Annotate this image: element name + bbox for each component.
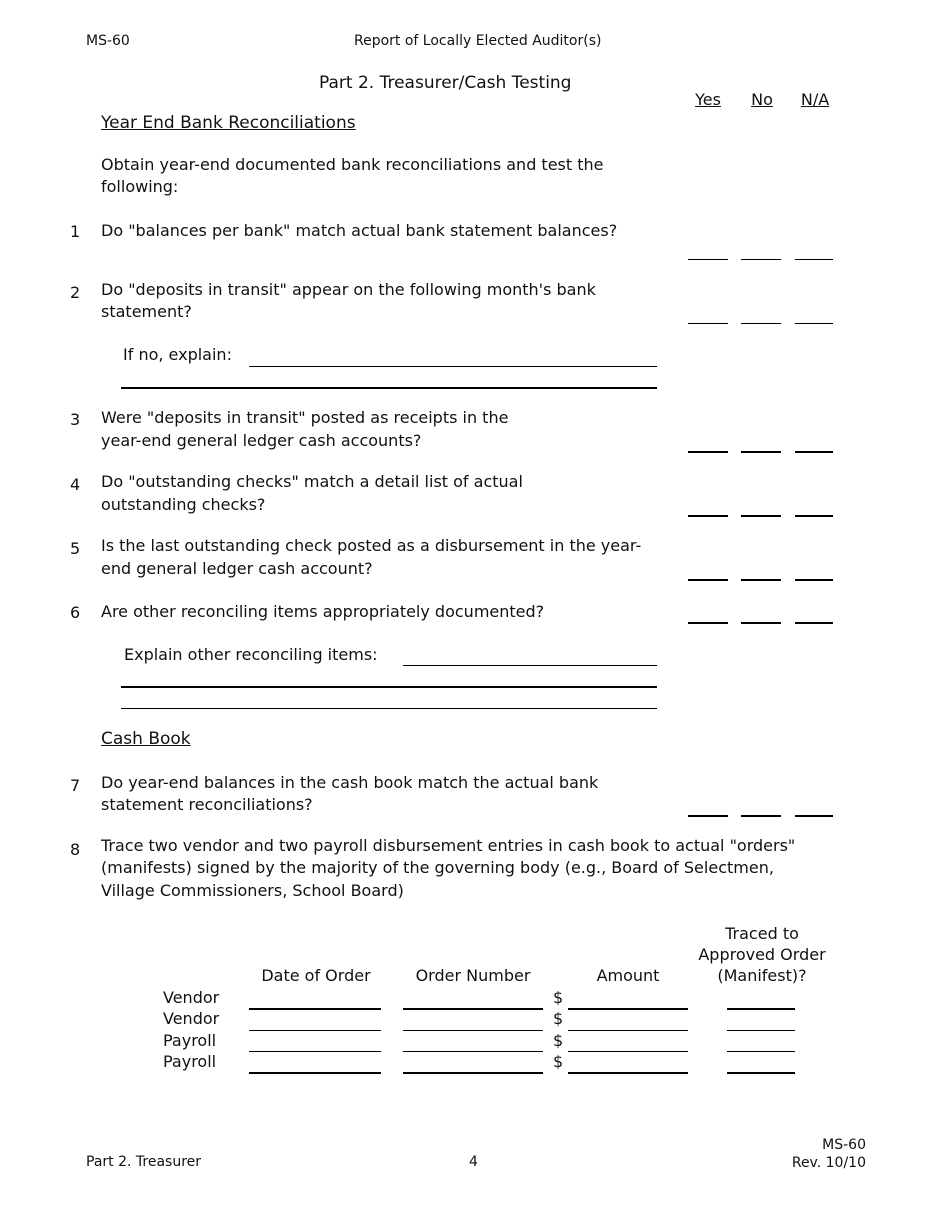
- na-answer-blank[interactable]: [795, 323, 833, 324]
- explain-field-line[interactable]: [121, 708, 657, 709]
- if-no-explain-label: If no, explain:: [123, 345, 232, 364]
- no-answer-blank[interactable]: [741, 259, 781, 260]
- question-text: Do "deposits in transit" appear on the following month's bank: [101, 280, 596, 299]
- form-id: MS-60: [86, 33, 130, 49]
- no-answer-blank[interactable]: [741, 323, 781, 324]
- na-answer-blank[interactable]: [795, 451, 833, 453]
- order-number-field[interactable]: [403, 1051, 543, 1052]
- dollar-sign: $: [553, 1031, 564, 1050]
- date-of-order-field[interactable]: [249, 1051, 381, 1052]
- page-title: Part 2. Treasurer/Cash Testing: [319, 73, 572, 93]
- question-text-continued: year-end general ledger cash accounts?: [101, 431, 422, 450]
- question-text-continued: Village Commissioners, School Board): [101, 881, 404, 900]
- amount-field[interactable]: [568, 1030, 688, 1031]
- question-number: 2: [70, 283, 81, 302]
- question-text: Is the last outstanding check posted as a disbursement in the year-: [101, 536, 642, 555]
- yes-answer-blank[interactable]: [688, 815, 728, 817]
- question-text-continued: (manifests) signed by the majority of the governing body (e.g., Board of Selectmen,: [101, 858, 774, 877]
- traced-field[interactable]: [727, 1072, 795, 1074]
- section-intro-line1: Obtain year-end documented bank reconciliations and test the: [101, 155, 604, 174]
- row-label: Vendor: [163, 988, 220, 1007]
- question-text: Were "deposits in transit" posted as receipts in the: [101, 408, 509, 427]
- order-number-field[interactable]: [403, 1072, 543, 1074]
- footer-form-id: MS-60: [822, 1137, 866, 1153]
- yes-answer-blank[interactable]: [688, 622, 728, 624]
- no-answer-blank[interactable]: [741, 622, 781, 624]
- yes-answer-blank[interactable]: [688, 259, 728, 260]
- row-label: Payroll: [163, 1031, 217, 1050]
- order-number-field[interactable]: [403, 1030, 543, 1031]
- footer-section-label: Part 2. Treasurer: [86, 1154, 202, 1170]
- dollar-sign: $: [553, 1009, 564, 1028]
- question-number: 8: [70, 840, 81, 859]
- explain-field-line[interactable]: [121, 387, 657, 389]
- report-title: Report of Locally Elected Auditor(s): [354, 33, 602, 49]
- question-text: Do "balances per bank" match actual bank statement balances?: [101, 221, 618, 240]
- traced-field[interactable]: [727, 1008, 795, 1010]
- traced-header-line3: (Manifest)?: [717, 966, 807, 985]
- question-text: Trace two vendor and two payroll disbursement entries in cash book to actual "orders": [101, 836, 796, 855]
- question-text: Do "outstanding checks" match a detail list of actual: [101, 472, 523, 491]
- question-number: 6: [70, 603, 81, 622]
- no-answer-blank[interactable]: [741, 815, 781, 817]
- no-answer-blank[interactable]: [741, 579, 781, 581]
- yes-answer-blank[interactable]: [688, 323, 728, 324]
- page-number: 4: [469, 1154, 478, 1170]
- yes-answer-blank[interactable]: [688, 451, 728, 453]
- no-answer-blank[interactable]: [741, 515, 781, 517]
- dollar-sign: $: [553, 988, 564, 1007]
- traced-field[interactable]: [727, 1030, 795, 1031]
- question-text: Are other reconciling items appropriately documented?: [101, 602, 545, 621]
- no-column-header: No: [751, 90, 773, 109]
- amount-header: Amount: [596, 966, 660, 985]
- yes-answer-blank[interactable]: [688, 515, 728, 517]
- question-number: 5: [70, 539, 81, 558]
- section-heading-bank-reconciliations: Year End Bank Reconciliations: [101, 113, 356, 133]
- date-of-order-field[interactable]: [249, 1030, 381, 1031]
- na-answer-blank[interactable]: [795, 579, 833, 581]
- yes-answer-blank[interactable]: [688, 579, 728, 581]
- question-text-continued: outstanding checks?: [101, 495, 266, 514]
- row-label: Vendor: [163, 1009, 220, 1028]
- question-number: 3: [70, 410, 81, 429]
- question-text-continued: statement?: [101, 302, 192, 321]
- question-text-continued: statement reconciliations?: [101, 795, 313, 814]
- row-label: Payroll: [163, 1052, 217, 1071]
- order-number-header: Order Number: [415, 966, 531, 985]
- na-answer-blank[interactable]: [795, 815, 833, 817]
- na-answer-blank[interactable]: [795, 622, 833, 624]
- na-answer-blank[interactable]: [795, 259, 833, 260]
- date-of-order-field[interactable]: [249, 1072, 381, 1074]
- traced-header-line1: Traced to: [725, 924, 799, 943]
- section-heading-cash-book: Cash Book: [101, 729, 191, 749]
- question-number: 7: [70, 776, 81, 795]
- footer-revision: Rev. 10/10: [791, 1155, 866, 1171]
- date-of-order-header: Date of Order: [261, 966, 371, 985]
- amount-field[interactable]: [568, 1072, 688, 1074]
- amount-field[interactable]: [568, 1051, 688, 1052]
- explain-field-line[interactable]: [403, 665, 657, 666]
- traced-field[interactable]: [727, 1051, 795, 1052]
- question-number: 1: [70, 222, 81, 241]
- amount-field[interactable]: [568, 1008, 688, 1010]
- order-number-field[interactable]: [403, 1008, 543, 1010]
- dollar-sign: $: [553, 1052, 564, 1071]
- explain-field-line[interactable]: [249, 366, 657, 367]
- explain-field-line[interactable]: [121, 686, 657, 688]
- no-answer-blank[interactable]: [741, 451, 781, 453]
- traced-header-line2: Approved Order: [698, 945, 826, 964]
- question-text: Do year-end balances in the cash book match the actual bank: [101, 773, 599, 792]
- explain-other-items-label: Explain other reconciling items:: [124, 645, 378, 664]
- yes-column-header: Yes: [695, 90, 721, 109]
- question-number: 4: [70, 475, 81, 494]
- section-intro-line2: following:: [101, 177, 179, 196]
- date-of-order-field[interactable]: [249, 1008, 381, 1010]
- na-answer-blank[interactable]: [795, 515, 833, 517]
- question-text-continued: end general ledger cash account?: [101, 559, 373, 578]
- na-column-header: N/A: [800, 90, 830, 109]
